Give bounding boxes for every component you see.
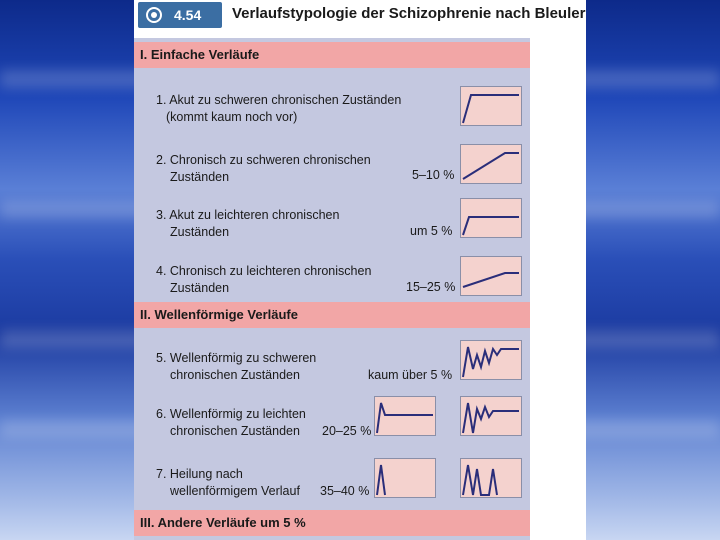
section-header-3 xyxy=(134,510,530,536)
course-item-2 xyxy=(156,152,371,186)
textbook-page xyxy=(134,0,586,540)
item-line1: 6. Wellenförmig zu leichten xyxy=(156,407,306,421)
figure-panel xyxy=(134,38,530,540)
course-item-3 xyxy=(156,207,339,241)
item-line1: 3. Akut zu leichteren chronischen xyxy=(156,208,340,222)
item-line1: 5. Wellenförmig zu schweren xyxy=(156,351,317,365)
course-graph-5 xyxy=(460,340,522,380)
figure-number: 4.54 xyxy=(174,7,202,23)
course-graph-6a xyxy=(374,396,436,436)
item-line2: Zuständen xyxy=(170,281,230,295)
figure-header xyxy=(134,0,586,32)
item-percent: 15–25 % xyxy=(406,280,456,294)
course-graph-4 xyxy=(460,256,522,296)
course-item-4 xyxy=(156,263,371,297)
course-graph-7a xyxy=(374,458,436,498)
item-line2: chronischen Zuständen xyxy=(170,424,300,438)
course-item-6 xyxy=(156,406,306,440)
section-label: II. Wellenförmige Verläufe xyxy=(140,307,298,322)
figure-title: Verlaufstypologie der Schizophrenie nach Bleuler xyxy=(232,5,586,22)
section-label: III. Andere Verläufe um 5 % xyxy=(140,515,306,530)
item-line2: Zuständen xyxy=(170,225,230,239)
item-line2: wellenförmigem Verlauf xyxy=(170,484,300,498)
course-graph-3 xyxy=(460,198,522,238)
course-item-1 xyxy=(156,92,401,126)
item-percent: 35–40 % xyxy=(320,484,370,498)
course-graph-7b xyxy=(460,458,522,498)
section-header-2 xyxy=(134,302,530,328)
course-item-7 xyxy=(156,466,300,500)
item-percent: 20–25 % xyxy=(322,424,372,438)
item-percent: 5–10 % xyxy=(412,168,455,182)
course-graph-1 xyxy=(460,86,522,126)
item-line1: 7. Heilung nach xyxy=(156,467,243,481)
target-icon xyxy=(146,7,162,23)
item-line2: Zuständen xyxy=(170,170,230,184)
item-line1: 4. Chronisch zu leichteren chronischen xyxy=(156,264,372,278)
course-graph-6b xyxy=(460,396,522,436)
figure-badge xyxy=(138,2,222,28)
item-percent: um 5 % xyxy=(410,224,453,238)
course-item-5 xyxy=(156,350,316,384)
course-graph-2 xyxy=(460,144,522,184)
section-label: I. Einfache Verläufe xyxy=(140,47,260,62)
item-line2: (kommt kaum noch vor) xyxy=(166,110,298,124)
item-line1: 2. Chronisch zu schweren chronischen xyxy=(156,153,371,167)
item-line1: 1. Akut zu schweren chronischen Zuständen xyxy=(156,93,402,107)
section-header-1 xyxy=(134,42,530,68)
item-line2: chronischen Zuständen xyxy=(170,368,300,382)
item-percent: kaum über 5 % xyxy=(368,368,453,382)
